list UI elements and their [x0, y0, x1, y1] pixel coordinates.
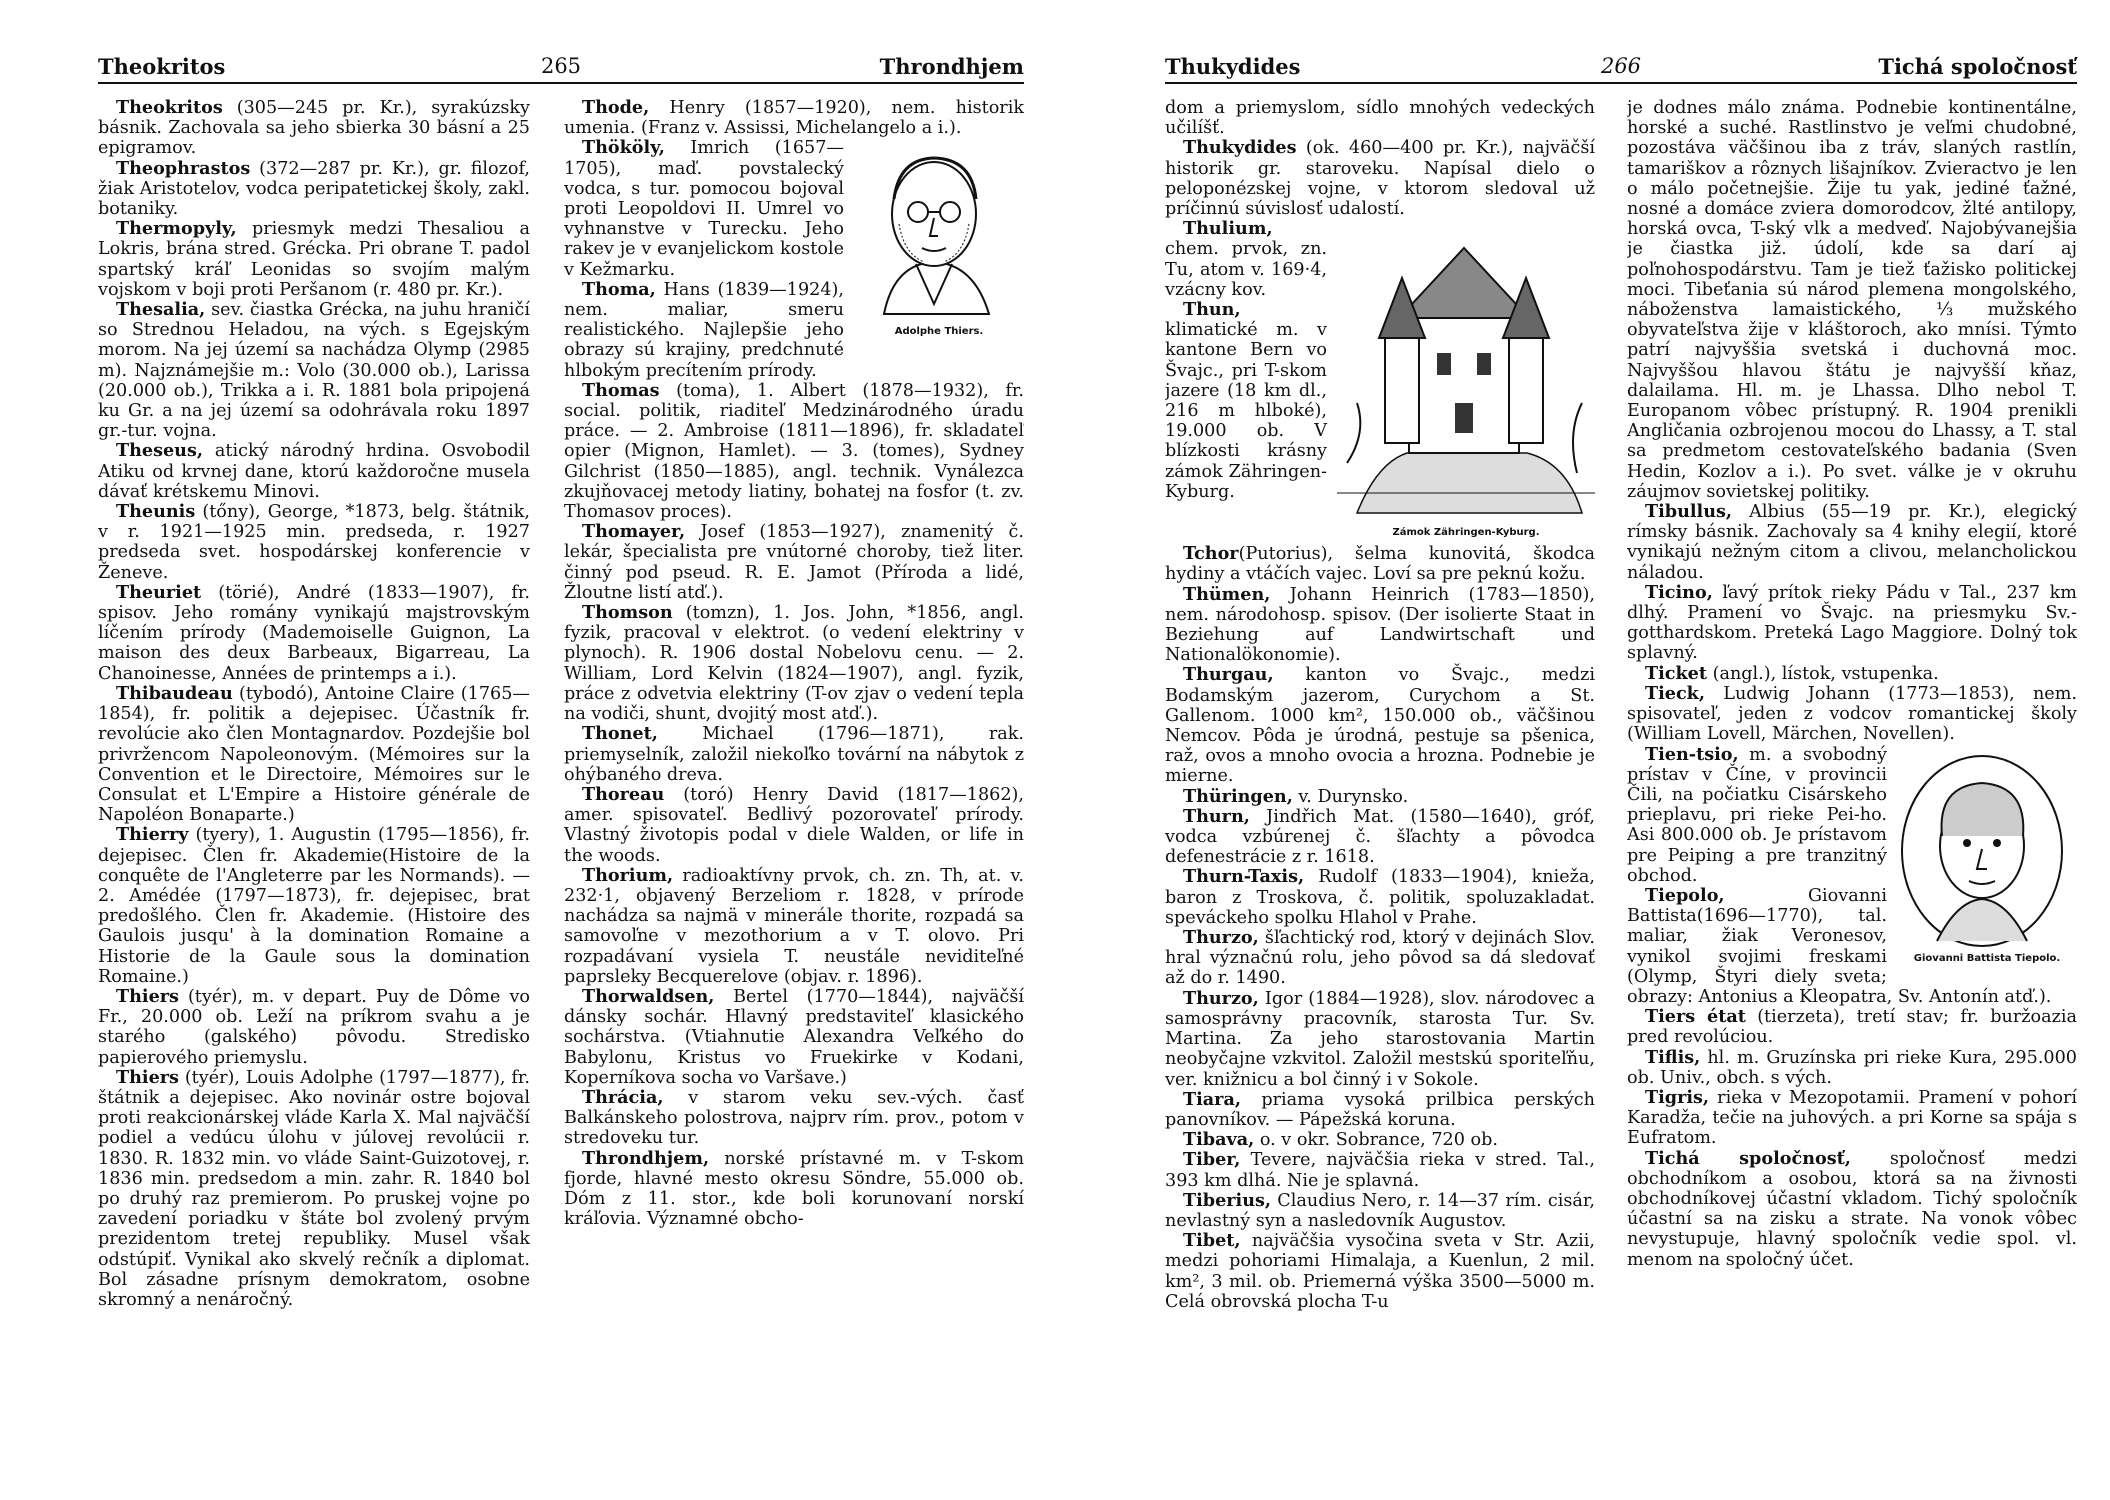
- dictionary-entry: [98, 987, 530, 1068]
- entry-text: rieka v Mezopotamii. Pramení v pohorí Karadža, tečie na juhových. a pri Korne sa spája s Eufratom.: [1627, 1087, 2077, 1149]
- dictionary-entry: [564, 1088, 1024, 1149]
- dictionary-entry: [98, 300, 530, 441]
- dictionary-entry: [1165, 989, 1595, 1090]
- entry-headword: Tiflis,: [1645, 1046, 1701, 1068]
- dictionary-entry: [564, 98, 1024, 138]
- entry-headword: Tichá spoločnosť,: [1645, 1147, 1851, 1169]
- entry-headword: Thurzo,: [1183, 927, 1259, 949]
- dictionary-entry: [1165, 1231, 1595, 1312]
- entry-text: Michael (1796—1871), rak. priemyselník, založil niekoľko tovární na nábytok z ohýbaného dreva.: [564, 724, 1024, 785]
- entry-headword: Thoma,: [582, 278, 656, 300]
- dictionary-entry: [564, 724, 1024, 785]
- dictionary-entry: [1627, 98, 2077, 502]
- entry-text: Albius (55—19 pr. Kr.), elegický rímsky básnik. Zachovaly sa 4 knihy elegií, ktoré vynikajú nežným citom a clivou, melancholickou náladou.: [1627, 502, 2077, 583]
- entry-headword: Theunis: [116, 501, 196, 523]
- dictionary-entry: [1165, 585, 1595, 666]
- portrait-illustration: [854, 144, 1014, 324]
- entry-text: (tomzn), 1. Jos. John, *1856, angl. fyzik, pracoval v elektrot. (o vedení elektriny v plynoch). R. 1906 dostal Nobelovu cenu. — 2. William, Lord Kelvin (1824—1907), angl. fyzik, práce z odvetvia elektriny (T-ov zjav o vedení tepla na vodiči, shunt, dvojitý most atď.).: [564, 603, 1024, 725]
- right-page-header: [1165, 52, 2077, 84]
- dictionary-entry: [1165, 1090, 1595, 1130]
- dictionary-entry: [1165, 787, 1595, 807]
- entry-headword: Tigris,: [1645, 1086, 1710, 1108]
- figure-caption: Giovanni Battista Tiepolo.: [1913, 952, 2061, 964]
- entry-headword: Thomas: [582, 379, 660, 401]
- dictionary-entry: [564, 785, 1024, 866]
- dictionary-entry: [1627, 664, 2077, 684]
- dictionary-entry: [1627, 502, 2077, 583]
- entry-text: Claudius Nero, r. 14—37 rím. cisár, nevlastný syn a nasledovník Augustov.: [1165, 1190, 1595, 1231]
- entry-headword: Thurn,: [1183, 805, 1250, 827]
- dictionary-entry: [1165, 928, 1595, 989]
- entry-headword: Thümen,: [1183, 583, 1271, 605]
- entry-headword: Thomayer,: [582, 521, 686, 543]
- entry-text: (Putorius), šelma kunovitá, škodca hydiny a vtáčích vajec. Loví sa pre peknú kožu.: [1165, 544, 1595, 585]
- dictionary-entry: [98, 219, 530, 300]
- dictionary-entry: [1627, 1149, 2077, 1270]
- entry-headword: Theuriet: [116, 581, 202, 603]
- entry-text: spoločnosť medzi obchodníkom a osobou, ktorá sa na živnosti obchodníkovej účastní vkladom. Tichý spoločník účastní sa na zisku a strate. Na vonok vôbec nevystupuje, hlavný spoločník vedie spol. vl. menom na spoločný účet.: [1627, 1148, 2077, 1270]
- entry-headword: Thorium,: [582, 864, 674, 886]
- dictionary-entry: [564, 866, 1024, 987]
- entry-headword: Tieck,: [1645, 682, 1705, 704]
- entry-text: (toró) Henry David (1817—1862), amer. spisovateľ. Bedlivý pozorovateľ prírody. Vlastný životopis podal v diele Walden, or life in the woods.: [564, 784, 1024, 866]
- entry-text: (tyér), m. v depart. Puy de Dôme vo Fr., 20.000 ob. Leží na príkrom svahu a je starého (galského) pôvodu. Stredisko papierového priemyslu.: [98, 986, 530, 1068]
- entry-text: chem. prvok, zn. Tu, atom v. 169·4, vzácny kov.: [1165, 239, 1327, 300]
- header-first-entry: Theokritos: [98, 54, 226, 79]
- entry-headword: Thun,: [1183, 299, 1241, 321]
- entry-headword: Ticket: [1645, 662, 1707, 684]
- entry-text: kanton vo Švajc., medzi Bodamským jazerom, Curychom a St. Gallenom. 1000 km², 150.000 ob., väčšinou Nemcov. Pôda je úrodná, pestuje sa pšenica, raž, ovos a mnoho ovocia a hrozna. Podnebie je mierne.: [1165, 665, 1595, 787]
- dictionary-entry: [564, 381, 1024, 522]
- entry-headword: Thode,: [582, 98, 650, 118]
- entry-text: Jindřich Mat. (1580—1640), gróf, vodca vzbúrenej č. šľachty a pôvodca defenestrácie z r. 1618.: [1165, 806, 1595, 868]
- entry-text: (tyér), Louis Adolphe (1797—1877), fr. štátnik a dejepisec. Ako novinár ostre bojoval proti reakcionárskej vláde Karla X. Mal najväčší podiel a vedúcu úlohu v júlovej revolúcii r. 1830. R. 1832 min. vo vláde Saint-Guizotovej, r. 1836 min. predsedom a min. zahr. R. 1840 bol po druhý raz premierom. Po pruskej vojne po zavedení poriadku v štáte bol zvolený prvým prezidentom tretej republiky. Musel však odstúpiť. Vynikal ako skvelý rečník a diplomat. Bol zásadne prísnym demokratom, osobne skromný a nenáročný.: [98, 1067, 530, 1310]
- entry-headword: Thorwaldsen,: [582, 985, 715, 1007]
- entry-headword: Thurzo,: [1183, 987, 1259, 1009]
- dictionary-entry: [98, 1068, 530, 1310]
- entry-headword: Thurgau,: [1183, 664, 1274, 686]
- entry-headword: Tiberius,: [1183, 1189, 1272, 1211]
- page-number: 266: [1600, 54, 1642, 78]
- entry-text: (305—245 pr. Kr.), syrakúzsky básnik. Zachovala sa jeho sbierka 30 básní a 25 epigramov.: [98, 98, 530, 159]
- entry-headword: Thrácia,: [582, 1086, 664, 1108]
- dictionary-entry: [1165, 1150, 1595, 1190]
- entry-text: m. a svobodný prístav v Číne, v provincii Čili, na počiatku Cisárskeho prieplavu, pri rieke Pei-ho. Asi 800.000 ob. Je prístavom pre Peiping a pre tranzitný obchod.: [1627, 744, 1887, 886]
- dictionary-entry: [564, 1149, 1024, 1230]
- entry-text: Johann Heinrich (1783—1850), nem. národohosp. spisov. (Der isolierte Staat in Beziehung auf Landwirtschaft und Nationalökonomie).: [1165, 584, 1595, 666]
- right-page: [1165, 52, 2077, 1482]
- entry-headword: Theophrastos: [116, 157, 251, 179]
- entry-headword: Thomson: [582, 602, 673, 624]
- entry-text: ľavý prítok rieky Pádu v Tal., 237 km dlhý. Pramení vo Švajc. na priesmyku Sv.-gotthardskom. Preteká Lago Maggiore. Dolný tok splavný.: [1627, 582, 2077, 664]
- entry-headword: Tchor: [1183, 543, 1239, 565]
- entry-headword: Thierry: [116, 824, 189, 846]
- dictionary-entry: [1165, 1191, 1595, 1231]
- entry-text: najväčšia vysočina sveta v Str. Azii, medzi pohoriami Himalaja, a Kuenlun, 2 mil. km², 3 mil. ob. Priemerná výška 3500—5000 m. Celá obrovská plocha T-u: [1165, 1231, 1595, 1312]
- entry-headword: Tiers état: [1645, 1006, 1746, 1028]
- entry-headword: Thüringen,: [1183, 785, 1293, 807]
- entry-text: (372—287 pr. Kr.), gr. filozof, žiak Aristotelov, vodca peripatetickej školy, zakl. botaniky.: [98, 158, 530, 220]
- left-page-header: [98, 52, 1024, 84]
- entry-text: (angl.), lístok, vstupenka.: [1707, 663, 1939, 684]
- castle-illustration: [1337, 223, 1595, 538]
- figure-caption: Zámok Zähringen-Kyburg.: [1392, 527, 1540, 539]
- entry-text: radioaktívny prvok, ch. zn. Th, at. v. 232·1, objavený Berzeliom r. 1828, v prírode nachádza sa najmä v minerále thorite, rozpadá sa samovoľne v mezothorium a v T. olovo. Pri rozpadávaní vysiela T. neustále neviditeľné paprsleky Becquerelove (objav. r. 1896).: [564, 865, 1024, 987]
- dictionary-entry: [1165, 1130, 1595, 1150]
- entry-text: Josef (1853—1927), znamenitý č. lekár, špecialista pre vnútorné choroby, tiež liter. činný pod pseud. R. E. Jamot (Příroda a lidé, Žloutne listí atď.).: [564, 522, 1024, 603]
- entry-headword: Thonet,: [582, 723, 658, 745]
- entry-headword: Tiepolo,: [1645, 884, 1725, 906]
- entry-text: (tőny), George, *1873, belg. štátnik, v r. 1921—1925 min. predseda, r. 1927 predseda svet. hospodárskej konferencie v Ženeve.: [98, 502, 530, 583]
- figure-caption: Adolphe Thiers.: [894, 326, 984, 338]
- dictionary-entry: [1165, 867, 1595, 928]
- entry-headword: Thermopyly,: [116, 218, 237, 240]
- entry-headword: Tien-tsio,: [1645, 743, 1739, 765]
- left-column-2: [564, 98, 1024, 1482]
- left-column-1: [98, 98, 530, 1482]
- dictionary-entry: [98, 583, 530, 684]
- entry-text: (toma), 1. Albert (1878—1932), fr. social. politik, riaditeľ Medzinárodného úradu práce. — 2. Ambroise (1811—1896), fr. skladateľ opier (Mignon, Hamlet). — 3. (tomes), Sydney Gilchrist (1850—1885), angl. technik. Vynálezca zkujňovacej metody liatiny, bohatej na fosfor (t. zv. Thomasov proces).: [564, 380, 1024, 523]
- header-last-entry: Tichá spoločnosť: [1878, 54, 2077, 79]
- page-number: 265: [540, 54, 582, 78]
- dictionary-entry: [1627, 1088, 2077, 1149]
- dictionary-entry: [98, 502, 530, 583]
- entry-headword: Theokritos: [116, 98, 223, 118]
- entry-text: (törié), André (1833—1907), fr. spisov. Jeho romány vynikajú majstrovským líčením prírody (Mademoiselle Guignon, La maison des deux Barbeaux, Bigarreau, La Chanoinesse, Années de printemps a i.).: [98, 582, 530, 684]
- entry-headword: Tibava,: [1183, 1129, 1255, 1151]
- right-column-1: [1165, 98, 1595, 1482]
- entry-headword: Thiers: [116, 1066, 179, 1088]
- entry-headword: Thurn-Taxis,: [1183, 866, 1305, 888]
- entry-text: norské prístavné m. v T-skom fjorde, hlavné mesto okresu Söndre, 55.000 ob. Dóm z 11. stor., kde boli korunovaní norskí kráľovia. Významné obcho-: [564, 1148, 1024, 1230]
- dictionary-entry: [564, 987, 1024, 1088]
- entry-headword: Tibet,: [1183, 1230, 1241, 1252]
- portrait-adolphe-thiers: [854, 144, 1024, 337]
- castle-drawing: [1337, 223, 1595, 523]
- dictionary-entry: [1165, 807, 1595, 868]
- dictionary-entry: [98, 441, 530, 502]
- header-last-entry: Throndhjem: [879, 54, 1024, 79]
- dictionary-entry: [98, 684, 530, 825]
- entry-headword: Thesalia,: [116, 299, 206, 321]
- dictionary-entry: [564, 603, 1024, 724]
- entry-headword: Thibaudeau: [116, 682, 233, 704]
- entry-text: sev. čiastka Grécka, na juhu hraničí so Strednou Heladou, na vých. s Egejským morom. Na jej území sa nachádza Olymp (2985 m). Najznámejšie m.: Volo (30.000 ob.), Larissa (20.000 ob.), Trikka a i. R. 1881 bola pripojená ku Gr. a na jej území sa odohrávala roku 1897 gr.-tur. vojna.: [98, 300, 530, 442]
- entry-text: Igor (1884—1928), slov. národovec a samosprávny pracovník, starosta Tur. Sv. Martina. Za jeho starostovania Martin neobyčajne vzkvitol. Založil mestskú sporiteľňu, ver. knižnicu a bol činný i v Sokole.: [1165, 988, 1595, 1090]
- entry-headword: Thoreau: [582, 783, 665, 805]
- dictionary-entry: [1627, 583, 2077, 664]
- dictionary-entry: [1165, 98, 1595, 138]
- entry-text: Ludwig Johann (1773—1853), nem. spisovateľ, jeden z vodcov romantickej školy (William Lovell, Märchen, Novellen).: [1627, 683, 2077, 745]
- entry-text: o. v okr. Sobrance, 720 ob.: [1254, 1130, 1498, 1151]
- dictionary-entry: [1627, 1048, 2077, 1088]
- dictionary-entry: [1627, 684, 2077, 745]
- entry-text: (tyery), 1. Augustin (1795—1856), fr. dejepisec. Člen fr. Akademie(Histoire de la conquête de l'Angleterre par les Normands). — 2. Amédée (1797—1873), fr. dejepisec, brat predošlého. Člen fr. Akademie. (Histoire des Gaulois jusqu' à la domination Romaine a Historie de la Gaule sous la domination Romaine.): [98, 825, 530, 987]
- entry-headword: Tiber,: [1183, 1149, 1241, 1171]
- left-page: [98, 52, 1024, 1482]
- entry-text: Henry (1857—1920), nem. historik umenia. (Franz v. Assissi, Michelangelo a i.).: [564, 98, 1024, 139]
- entry-text: atický národný hrdina. Osvobodil Atiku od krvnej dane, ktorú každoročne musela dávať krétskemu Minovi.: [98, 441, 530, 502]
- entry-text: Rudolf (1833—1904), knieža, baron z Troskova, č. politik, spoluzakladat. speváckeho spolku Hlahol v Prahe.: [1165, 867, 1595, 928]
- entry-text: (tybodó), Antoine Claire (1765—1854), fr. politik a dejepisec. Účastník fr. revolúcie ako člen Montagnardov. Pozdejšie bol privržencom Napoleonovým. (Mémoires sur la Convention et le Directoire, Mémoires sur le Consulat et L'Empire a Histoire générale de Napoléon Bonaparte.): [98, 683, 530, 826]
- header-first-entry: Thukydides: [1165, 54, 1301, 79]
- dictionary-entry: [1165, 665, 1595, 786]
- entry-text: priama vysoká prilbica perských panovníkov. — Pápežská koruna.: [1165, 1089, 1595, 1130]
- entry-headword: Throndhjem,: [582, 1147, 710, 1169]
- entry-text: klimatické m. v kantone Bern vo Švajc., pri T-skom jazere (18 km dl., 216 m hlboké), 19.000 ob. V blízkosti krásny zámok Zähringen-Kyburg.: [1165, 320, 1327, 502]
- portrait-illustration: [1897, 751, 2067, 951]
- entry-text: v starom veku sev.-vých. časť Balkánskeho polostrova, najprv rím. prov., potom v stredoveku tur.: [564, 1087, 1024, 1149]
- entry-headword: Ticino,: [1645, 581, 1713, 603]
- entry-text: priesmyk medzi Thesaliou a Lokris, brána stred. Grécka. Pri obrane T. padol spartský kráľ Leonidas so svojím malým vojskom v boji proti Peršanom (r. 480 pr. Kr.).: [98, 219, 530, 300]
- dictionary-entry: [1627, 1007, 2077, 1047]
- entry-text: Imrich (1657—1705), maď. povstalecký vodca, s tur. pomocou bojoval proti Leopoldovi II. Umrel vo vyhnanstve v Turecku. Jeho rakev je v evanjelickom kostole v Kežmarku.: [564, 138, 844, 280]
- dictionary-entry: [564, 522, 1024, 603]
- dictionary-entry: [98, 825, 530, 987]
- entry-text: Bertel (1770—1844), najväčší dánsky sochár. Hlavný predstaviteľ klasického sochárstva. (Vtiahnutie Alexandra Veľkého do Babylonu, Kristus vo Fruekirke v Kodani, Koperníkova socha vo Varšave.): [564, 986, 1024, 1088]
- entry-text: Tevere, najväčšia rieka v stred. Tal., 393 km dlhá. Nie je splavná.: [1165, 1150, 1595, 1191]
- entry-headword: Tiara,: [1183, 1088, 1241, 1110]
- entry-text: (tierzeta), tretí stav; fr. buržoazia pred revolúciou.: [1627, 1007, 2077, 1048]
- entry-headword: Thököly,: [582, 137, 665, 159]
- entry-headword: Thulium,: [1183, 218, 1273, 240]
- entry-text: šľachtický rod, ktorý v dejinách Slov. hral význačnú rolu, jeho pôvod sa dá sledovať až do r. 1490.: [1165, 928, 1595, 989]
- entry-text: v. Durynsko.: [1292, 786, 1409, 807]
- dictionary-entry: [1165, 138, 1595, 219]
- entry-text: hl. m. Gruzínska pri rieke Kura, 295.000 ob. Univ., obch. s vých.: [1627, 1047, 2077, 1088]
- entry-text: Hans (1839—1924), nem. maliar, smeru realistického. Najlepšie jeho obrazy sú krajiny, predchnuté hlbokým precítením prírody.: [564, 279, 844, 381]
- portrait-giovanni-battista-tiepolo: [1897, 751, 2077, 964]
- right-column-2: [1627, 98, 2077, 1482]
- dictionary-entry: [98, 159, 530, 220]
- entry-headword: Thukydides: [1183, 137, 1297, 159]
- entry-headword: Thiers: [116, 985, 179, 1007]
- entry-headword: Theseus,: [116, 440, 203, 462]
- dictionary-entry: [98, 98, 530, 159]
- entry-text: dom a priemyslom, sídlo mnohých vedeckých učilíšť.: [1165, 98, 1595, 139]
- entry-text: je dodnes málo známa. Podnebie kontinentálne, horské a suché. Rastlinstvo je veľmi chudobné, pozostáva väčšinou iba z tráv, slaných rastlín, tamariškov a rôznych lišajníkov. Zvieractvo je len o málo početnejšie. Žije tu yak, jediné ťažné, nosné a domáce zviera domorodcov, žlté antilopy, horská ovca, T-ský vlk a medveď. Najobývanejšia je čiastka již. údolí, kde sa darí aj poľnohospodárstvu. Tam je tiež ťažisko politickej moci. Tibeťania sú národ plemena mongolského, náboženstva lamaistického, ⅓ mužského obyvateľstva žije v kláštoroch, ako mnísi. Týmto patrí najvyššia svetská i duchovná moc. Najvyššou hlavou štátu je najvyšší kňaz, dalailama. Hl. m. je Lhassa. Dlho nebol T. Europanom vôbec prístupný. R. 1904 prenikli Angličania ozbrojenou mocou do Lhassy, a T. stal sa predmetom cestovateľského badania (Sven Hedin, Kozlov a i.). Po svet. válke je v okruhu záujmov sovietskej politiky.: [1627, 98, 2077, 502]
- entry-headword: Tibullus,: [1645, 501, 1733, 523]
- entry-text: (ok. 460—400 pr. Kr.), najväčší historik gr. staroveku. Napísal dielo o peloponézskej vojne, v ktorom sledoval už príčinnú súvislosť udalostí.: [1165, 138, 1595, 220]
- entry-text: Giovanni Battista(1696—1770), tal. maliar, žiak Veronesov, vynikol svojimi freskami (Olymp, Štyri diely sveta; obrazy: Antonius a Kleopatra, Sv. Antonín atď.).: [1627, 885, 2052, 1007]
